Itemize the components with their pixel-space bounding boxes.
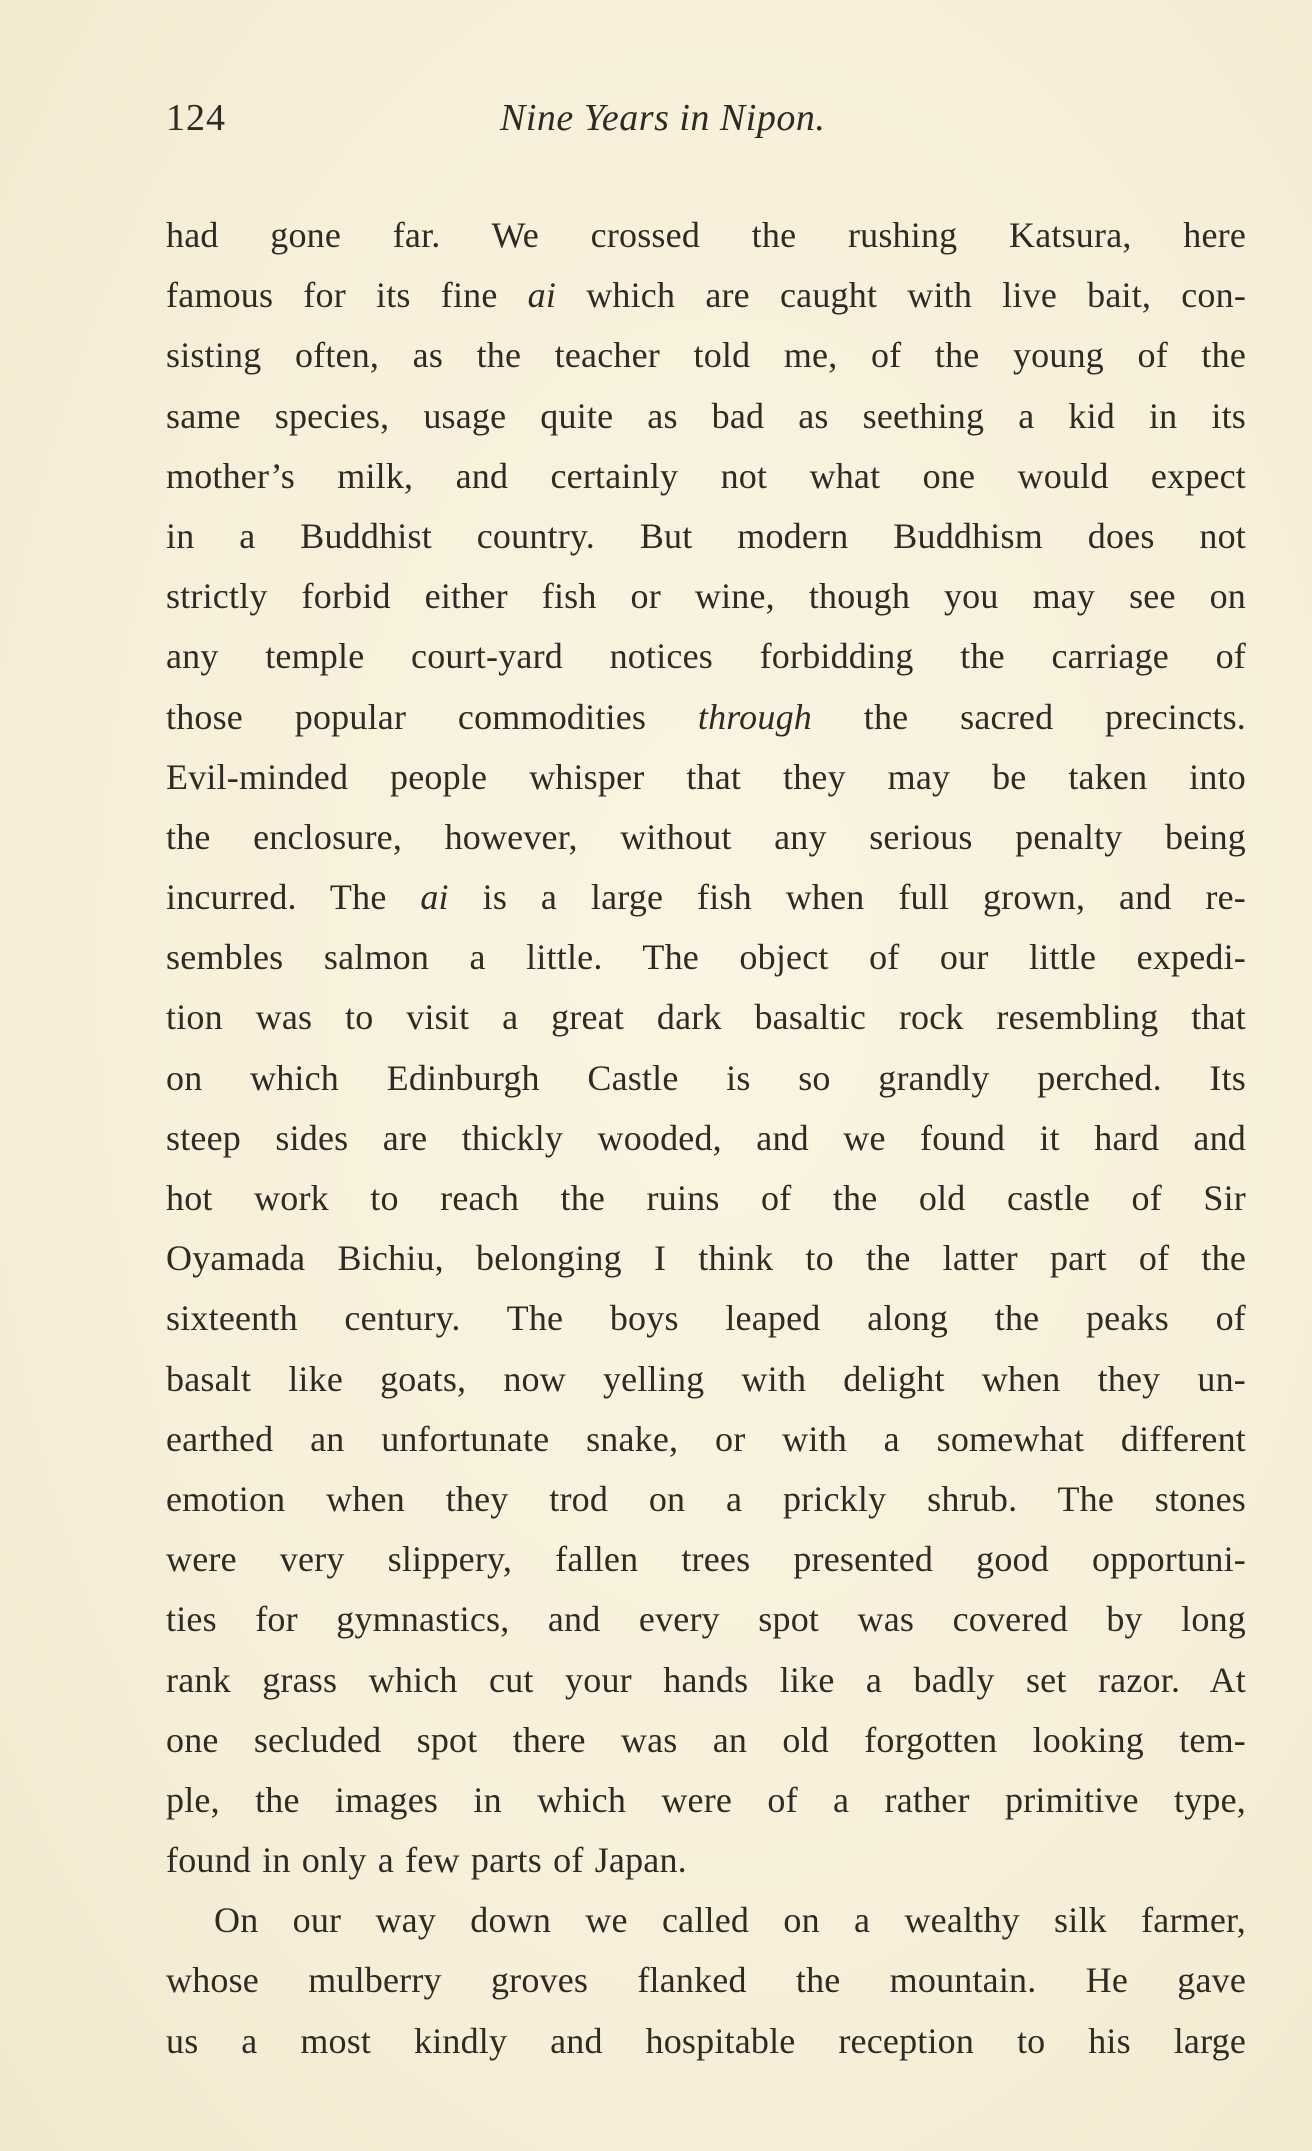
page-number: 124	[166, 97, 226, 139]
text-line: same species, usage quite as bad as seething a kid in its	[166, 395, 1246, 436]
text-line: on which Edinburgh Castle is so grandly perched. Its	[166, 1057, 1246, 1098]
text-line: On our way down we called on a wealthy silk farmer,	[214, 1900, 1246, 1941]
text-segment: famous for its fine	[166, 275, 528, 316]
text-line: basalt like goats, now yelling with delight when they un-	[166, 1358, 1246, 1399]
text-line: in a Buddhist country. But modern Buddhism does not	[166, 515, 1246, 556]
text-line: emotion when they trod on a prickly shrub. The stones	[166, 1478, 1246, 1519]
text-line: sembles salmon a little. The object of our little expedi-	[166, 937, 1246, 978]
text-line: Evil-minded people whisper that they may be taken into	[166, 756, 1246, 797]
text-line: mother’s milk, and certainly not what one would expect	[166, 455, 1246, 496]
italic-word: through	[697, 696, 812, 737]
text-segment: is a large fish when full grown, and re-	[448, 877, 1246, 918]
running-head	[160, 96, 1080, 156]
text-line	[166, 867, 1246, 927]
text-line: tion was to visit a great dark basaltic rock resembling that	[166, 997, 1246, 1038]
text-line	[166, 687, 1246, 747]
text-line: found in only a few parts of Japan.	[166, 1840, 687, 1881]
text-line: steep sides are thickly wooded, and we found it hard and	[166, 1117, 1246, 1158]
text-segment: the sacred precincts.	[811, 696, 1246, 737]
text-line: us a most kindly and hospitable reception to his large	[166, 2020, 1246, 2061]
text-segment: incurred. The	[166, 877, 421, 918]
text-line: ple, the images in which were of a rather primitive type,	[166, 1779, 1246, 1820]
text-line: had gone far. We crossed the rushing Katsura, here	[166, 215, 1246, 255]
text-line: whose mulberry groves flanked the mountain. He gave	[166, 1960, 1246, 2001]
body-text	[166, 205, 1246, 2071]
text-line	[166, 265, 1246, 325]
text-line: any temple court-yard notices forbidding the carriage of	[166, 636, 1246, 677]
text-line: strictly forbid either fish or wine, though you may see on	[166, 576, 1246, 617]
text-line: were very slippery, fallen trees presented good opportuni-	[166, 1539, 1246, 1580]
text-line: rank grass which cut your hands like a badly set razor. At	[166, 1659, 1246, 1700]
running-title: Nine Years in Nipon.	[500, 97, 826, 139]
italic-word: ai	[527, 275, 557, 316]
text-line: hot work to reach the ruins of the old castle of Sir	[166, 1178, 1246, 1218]
text-line: earthed an unfortunate snake, or with a somewhat different	[166, 1418, 1246, 1459]
text-line: the enclosure, however, without any serious penalty being	[166, 816, 1246, 857]
text-line: one secluded spot there was an old forgotten looking tem-	[166, 1719, 1246, 1760]
text-line: sisting often, as the teacher told me, of the young of the	[166, 335, 1246, 376]
text-line: sixteenth century. The boys leaped along the peaks of	[166, 1298, 1246, 1339]
text-segment: those popular commodities	[166, 696, 698, 737]
text-segment: which are caught with live bait, con-	[556, 275, 1247, 316]
italic-word: ai	[420, 877, 449, 918]
text-line: ties for gymnastics, and every spot was covered by long	[166, 1599, 1246, 1640]
text-line: Oyamada Bichiu, belonging I think to the latter part of the	[166, 1238, 1246, 1279]
